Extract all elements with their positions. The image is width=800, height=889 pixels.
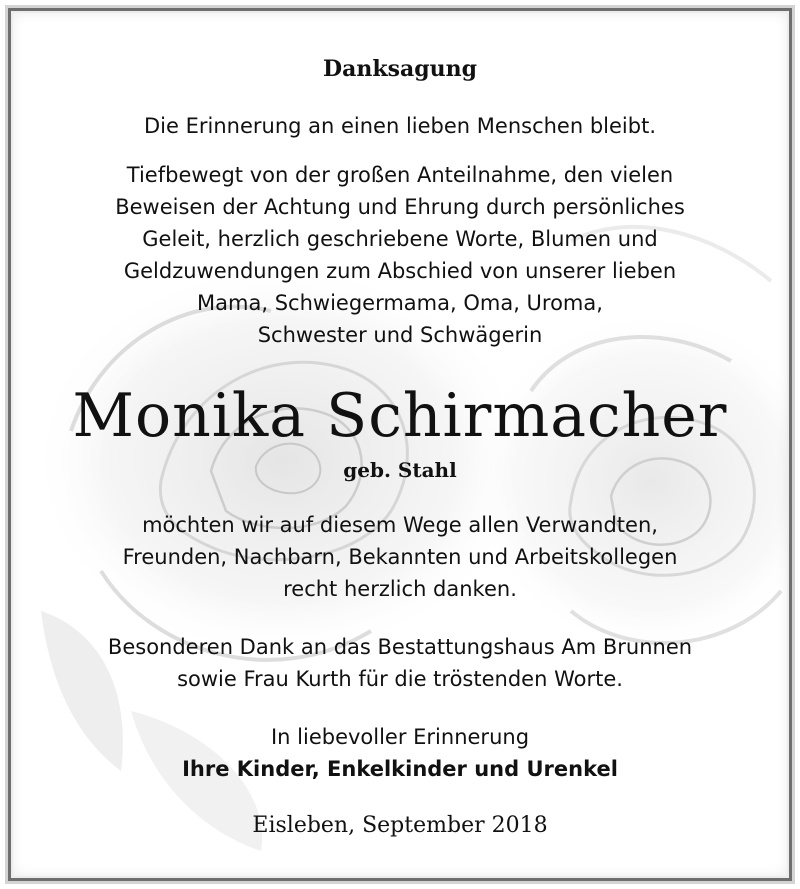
special-thanks-line: sowie Frau Kurth für die tröstenden Worte. [177, 667, 623, 691]
thanks-line: Freunden, Nachbarn, Bekannten und Arbeitskollegen [122, 545, 678, 569]
special-thanks-line: Besonderen Dank an das Bestattungshaus Am Brunnen [107, 635, 693, 659]
intro-line: Tiefbewegt von der großen Anteilnahme, den vielen [126, 163, 674, 187]
intro-line: Schwester und Schwägerin [257, 323, 543, 347]
opening-quote: Die Erinnerung an einen lieben Menschen bleibt. [144, 114, 656, 138]
intro-line: Beweisen der Achtung und Ehrung durch persönliches [115, 195, 685, 219]
place-and-date: Eisleben, September 2018 [252, 813, 548, 838]
intro-line: Mama, Schwiegermama, Oma, Uroma, [197, 291, 603, 315]
signed-by: Ihre Kinder, Enkelkinder und Urenkel [182, 757, 618, 781]
maiden-name: geb. Stahl [343, 458, 457, 482]
notice-heading: Danksagung [323, 56, 477, 82]
thanks-line: recht herzlich danken. [283, 577, 517, 601]
remembrance-line: In liebevoller Erinnerung [270, 725, 530, 749]
thanks-line: möchten wir auf diesem Wege allen Verwandten, [142, 513, 658, 537]
deceased-name: Monika Schirmacher [72, 381, 728, 451]
intro-line: Geldzuwendungen zum Abschied von unserer lieben [123, 259, 677, 283]
intro-line: Geleit, herzlich geschriebene Worte, Blumen und [142, 227, 658, 251]
